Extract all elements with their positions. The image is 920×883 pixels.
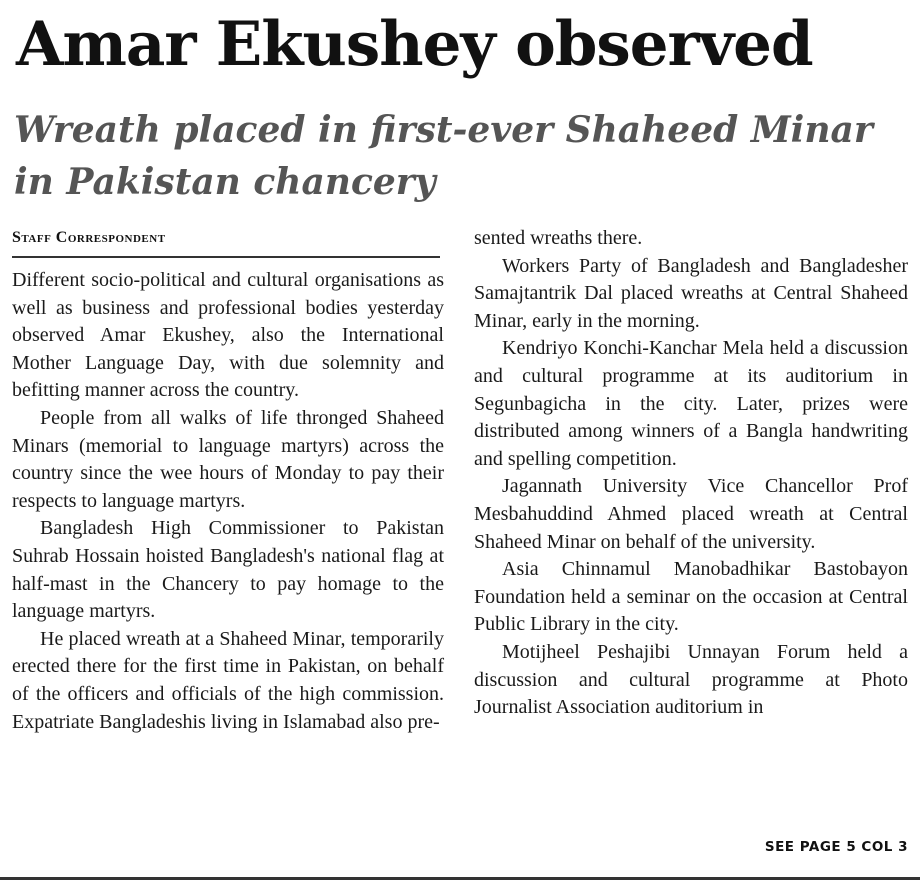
headline: Amar Ekushey observed — [16, 9, 813, 80]
paragraph: Asia Chinnamul Manobadhikar Bastobayon Foundation held a seminar on the occasion at Central Public Library in the city. — [474, 558, 908, 636]
paragraph: Bangladesh High Commissioner to Pakistan Suhrab Hossain hoisted Bangladesh's national flag at half-mast in the Chancery to pay homage to the language martyrs. — [12, 517, 444, 623]
bottom-divider — [0, 877, 920, 880]
article-column-2 — [474, 225, 908, 722]
paragraph: People from all walks of life thronged Shaheed Minars (memorial to language martyrs) across the country since the wee hours of Monday to pay their respects to language martyrs. — [12, 406, 444, 512]
paragraph: He placed wreath at a Shaheed Minar, temporarily erected there for the first time in Pakistan, on behalf of the officers and officials of the high commission. Expatriate Bangladeshis living in Islamabad also pre- — [12, 627, 444, 733]
continuation-jump-line: SEE PAGE 5 COL 3 — [764, 839, 908, 855]
paragraph: Kendriyo Konchi-Kanchar Mela held a discussion and cultural programme at its auditorium in Segunbagicha in the city. Later, prizes were distributed among winners of a Bangla handwriting and spelling competition. — [474, 337, 908, 470]
paragraph: Jagannath University Vice Chancellor Prof Mesbahuddind Ahmed placed wreath at Central Shaheed Minar on behalf of the university. — [474, 475, 908, 553]
byline — [12, 229, 440, 247]
subheadline: Wreath placed in first-ever Shaheed Minar in Pakistan chancery — [14, 109, 873, 203]
paragraph: Motijheel Peshajibi Unnayan Forum held a discussion and cultural programme at Photo Journalist Association auditorium in — [474, 640, 908, 719]
paragraph-continuation: sented wreaths there. — [474, 227, 643, 249]
byline-divider — [12, 256, 440, 258]
paragraph: Different socio-political and cultural organisations as well as business and professional bodies yesterday observed Amar Ekushey, also the International Mother Language Day, with due solemnity and befitting manner across the country. — [12, 269, 444, 402]
paragraph: Workers Party of Bangladesh and Bangladesher Samajtantrik Dal placed wreaths at Central Shaheed Minar, early in the morning. — [474, 254, 908, 332]
article-column-1 — [12, 267, 444, 736]
byline-text: Staff Correspondent — [12, 229, 166, 246]
